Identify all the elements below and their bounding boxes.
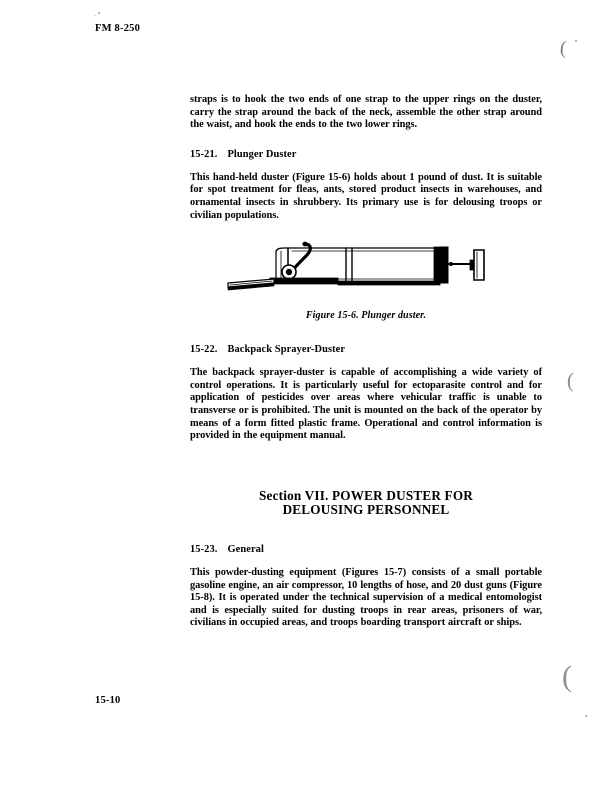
page-number: 15-10	[95, 695, 121, 706]
section-heading-15-23	[190, 543, 542, 556]
scan-speck-top-left: .	[94, 8, 97, 18]
scan-speck-a	[575, 40, 577, 42]
scan-speck-c	[98, 12, 100, 14]
scan-speck-b	[585, 715, 587, 717]
continued-paragraph: straps is to hook the two ends of one strap to the upper rings on the duster, carry the strap around the back of the neck, assemble the other strap around the waist, and hook the ends to the two lower rings.	[190, 94, 542, 131]
section-title-text: General	[227, 543, 264, 555]
section-heading-15-22	[190, 343, 542, 356]
section-title-text: Backpack Sprayer-Duster	[227, 344, 346, 356]
text-column	[190, 94, 542, 630]
section-number: 15-22.	[190, 344, 218, 356]
plunger-duster-illustration	[226, 238, 506, 304]
section-paragraph-15-21: This hand-held duster (Figure 15-6) holds about 1 pound of dust. It is suitable for spot treatment for fleas, ants, stored product insects in warehouses, and ornamental insects in shrubbery. Its primary use is for delousing troops or civilian populations.	[190, 171, 542, 221]
section-vii-line-2: DELOUSING PERSONNEL	[282, 502, 450, 518]
running-head: FM 8-250	[95, 23, 141, 34]
scan-mark-mid-right: (	[566, 367, 575, 393]
section-number: 15-21.	[190, 148, 218, 160]
section-vii-line-1: Section VII. POWER DUSTER FOR	[258, 487, 473, 503]
section-paragraph-15-23: This powder-dusting equipment (Figures 15-7) consists of a small portable gasoline engine, an air compressor, 10 lengths of hose, and 20 dust guns (Figure 15-8). It is operated under the technical supervision of a medical entomologist and is especially suited for dusting troops in rear areas, prisoners of war, civilians in occupied areas, and troops boarding transport aircraft or ships.	[190, 566, 542, 629]
figure-caption: Figure 15-6. Plunger duster.	[305, 310, 427, 322]
section-paragraph-15-22: The backpack sprayer-duster is capable of accomplishing a wide variety of control operations. It is particularly useful for ectoparasite control and for application of pesticides over areas where vehicular traffic is unable to transverse or is prohibited. The unit is mounted on the back of the operator by means of a form fitted plastic frame. Operational and control information is provided in the equipment manual.	[190, 367, 542, 442]
section-heading-15-21	[190, 148, 542, 161]
scan-mark-top-right: (	[559, 37, 568, 60]
scan-mark-bottom-right: (	[562, 660, 572, 693]
section-title-text: Plunger Duster	[227, 148, 297, 160]
section-number: 15-23.	[190, 543, 218, 555]
figure-15-6	[190, 238, 542, 321]
section-vii-heading	[190, 489, 542, 518]
